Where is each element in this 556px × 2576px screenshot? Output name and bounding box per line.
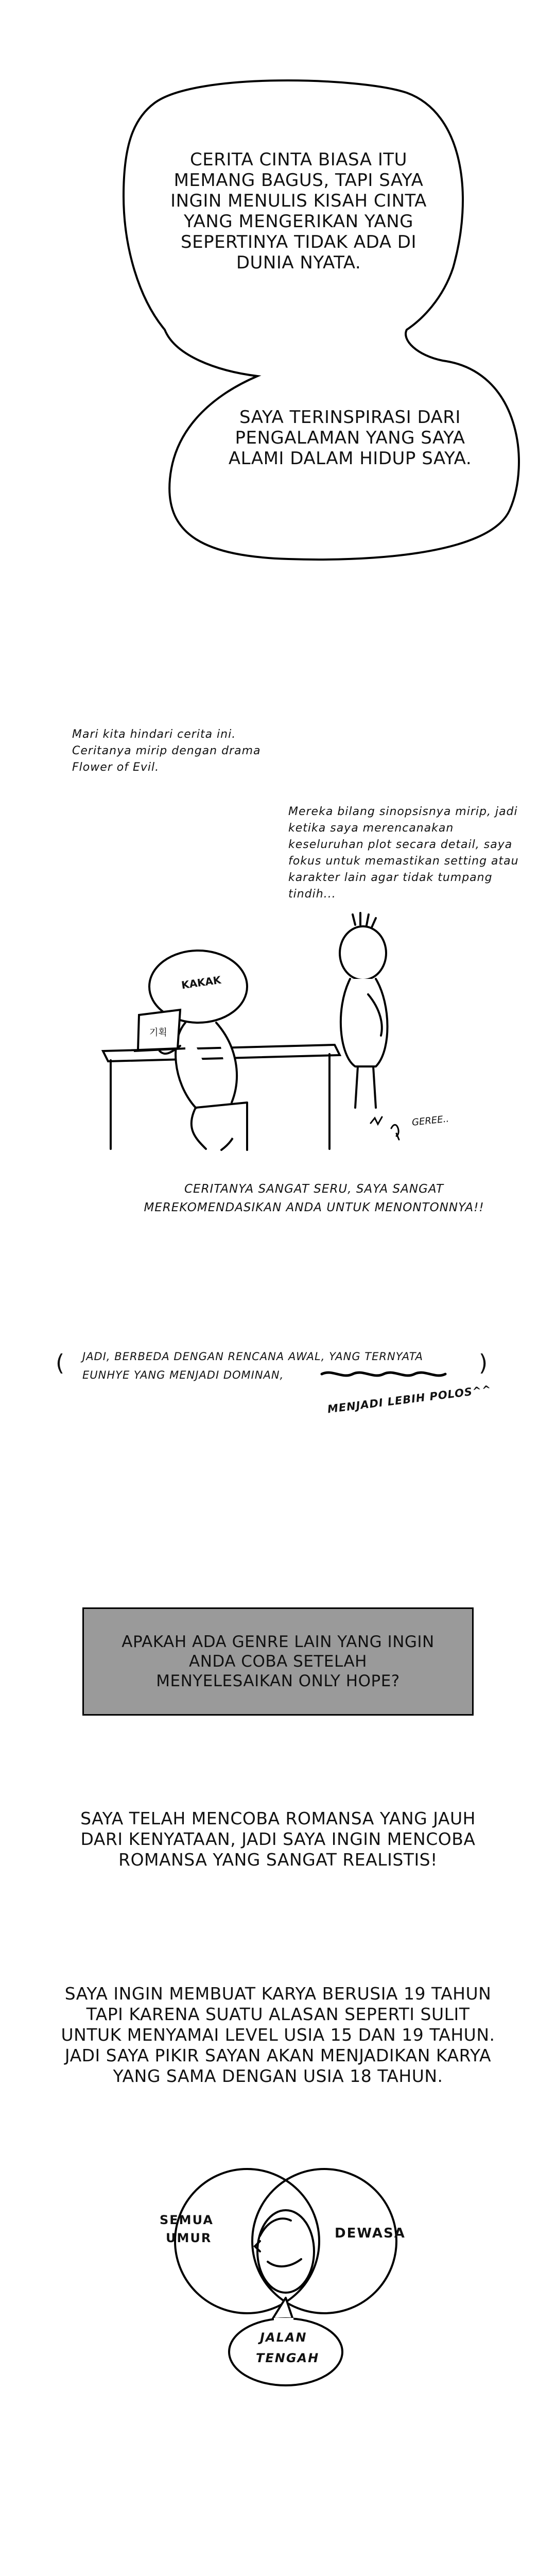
aside-text: JADI, BERBEDA DENGAN RENCANA AWAL, YANG TERNYATA EUNHYE YANG MENJADI DOMINAN,	[82, 1350, 423, 1381]
panel-caption: CERITANYA SANGAT SERU, SAYA SANGAT MEREKOMENDASIKAN ANDA UNTUK MENONTONNYA!!	[144, 1182, 484, 1214]
answer-paragraph-2: SAYA INGIN MEMBUAT KARYA BERUSIA 19 TAHUN TAPI KARENA SUATU ALASAN SEPERTI SULIT UNTUK MENYAMAI LEVEL USIA 15 DAN 19 TAHUN. JADI SAYA PIKIR SAYAN AKAN MENJADIKAN KARYA YANG SAMA DENGAN USIA 18 TAHUN.	[61, 1984, 495, 2086]
venn-right-label: DEWASA	[335, 2226, 406, 2241]
bubble-text-2: TENGAH	[256, 2351, 320, 2365]
head-label: KAKAK	[180, 973, 222, 992]
aside-paren-close: )	[479, 1350, 488, 1376]
venn-left-label-1: SEMUA	[160, 2213, 214, 2227]
sfx-text: GEREE..	[411, 1113, 449, 1128]
aside-correction: MENJADI LEBIH POLOS^^	[326, 1383, 493, 1416]
laptop-label: 기획	[149, 1027, 167, 1038]
bubble-text-1: JALAN	[260, 2330, 307, 2345]
answer-paragraph-1: SAYA TELAH MENCOBA ROMANSA YANG JAUH DARI KENYATAAN, JADI SAYA INGIN MENCOBA ROMANSA YANG SANGAT REALISTIS!	[80, 1808, 476, 1870]
aside-paren-open: (	[56, 1350, 65, 1376]
venn-left-label-2: UMUR	[166, 2231, 212, 2245]
intro-bubble-text-2: SAYA TERINSPIRASI DARI PENGALAMAN YANG SAYA ALAMI DALAM HIDUP SAYA.	[228, 407, 472, 469]
note-right-text: Mereka bilang sinopsisnya mirip, jadi ketika saya merencanakan keseluruhan plot secara detail, saya fokus untuk memastikan setting atau karakter lain agar tidak tumpang tindih...	[288, 805, 519, 901]
question-text: APAKAH ADA GENRE LAIN YANG INGIN ANDA COBA SETELAH MENYELESAIKAN ONLY HOPE?	[121, 1633, 435, 1690]
intro-bubble-text-1: CERITA CINTA BIASA ITU MEMANG BAGUS, TAPI SAYA INGIN MENULIS KISAH CINTA YANG MENGERIKAN YANG SEPERTINYA TIDAK ADA DI DUNIA NYATA.	[170, 149, 427, 273]
note-top-text: Mari kita hindari cerita ini. Ceritanya mirip dengan drama Flower of Evil.	[72, 728, 261, 774]
